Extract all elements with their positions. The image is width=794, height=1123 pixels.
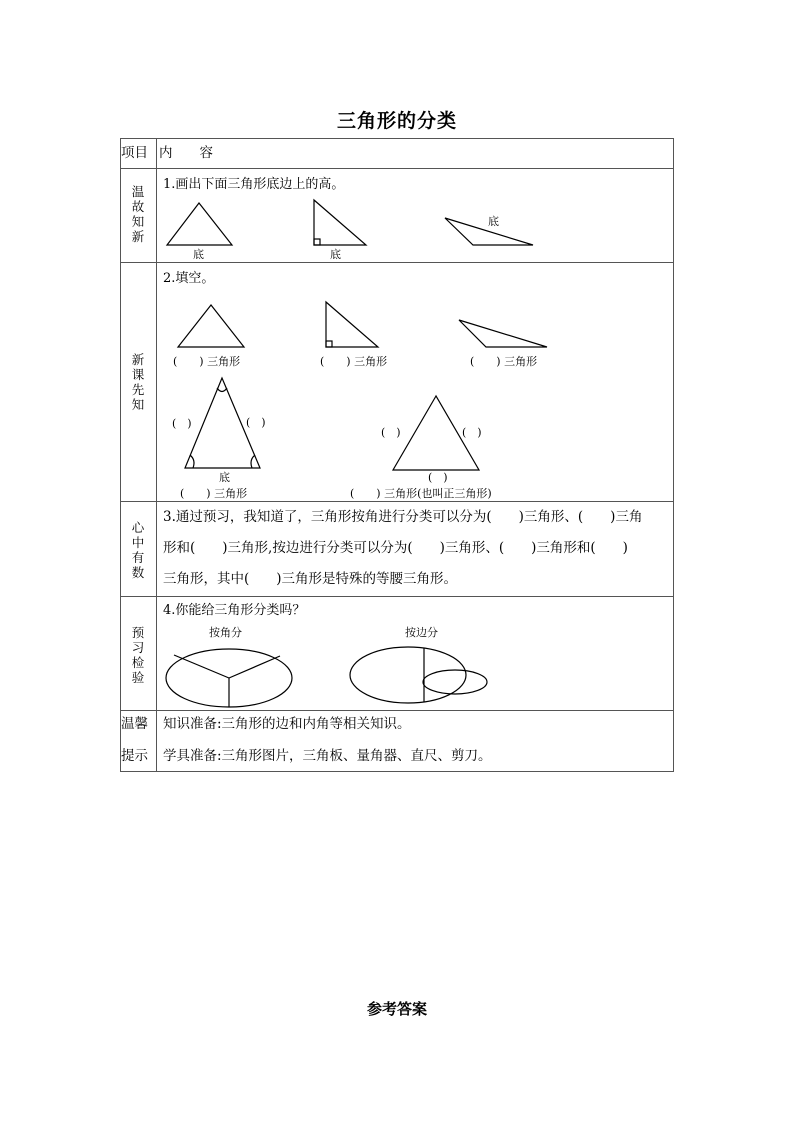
acute-triangle-1 [167, 203, 232, 245]
blank-triangle-caption: ( ) 三角形 [320, 355, 388, 368]
row-label-summary: 心 中 有 数 [131, 520, 145, 580]
question-1: 1.画出下面三角形底边上的高。 [163, 177, 345, 192]
right-triangle-2 [326, 302, 378, 347]
row-label-check: 预 习 检 验 [131, 625, 145, 685]
question-3-line-1: 3.通过预习，我知道了，三角形按角进行分类可以分为( )三角形、( )三角 [163, 509, 643, 525]
row-label-tips-2: 提示 [121, 748, 148, 764]
base-label: 底 [488, 215, 499, 228]
iso-side-blank: ( ) [246, 416, 266, 429]
tip-knowledge: 知识准备:三角形的边和内角等相关知识。 [163, 716, 411, 732]
tip-tools: 学具准备:三角形图片，三角板、量角器、直尺、剪刀。 [163, 748, 492, 764]
row-label-review: 温 故 知 新 [131, 184, 145, 244]
header-item: 项目 [121, 145, 148, 161]
eq-bottom-blank: ( ) [428, 471, 448, 484]
equilateral-caption: ( ) 三角形(也叫正三角形) [350, 487, 492, 500]
question-2: 2.填空。 [163, 271, 215, 286]
base-label: 底 [193, 248, 204, 261]
blank-triangle-caption: ( ) 三角形 [173, 355, 241, 368]
obtuse-triangle-2 [459, 320, 547, 347]
question-4: 4.你能给三角形分类吗？ [163, 603, 306, 618]
page-title: 三角形的分类 [336, 110, 457, 132]
right-triangle-1 [314, 200, 366, 245]
iso-base-label: 底 [219, 471, 230, 484]
side-classification-ellipse [350, 647, 466, 703]
eq-side-blank: ( ) [462, 426, 482, 439]
by-angle-label: 按角分 [209, 626, 242, 639]
eq-side-blank: ( ) [381, 426, 401, 439]
blank-triangle-caption: ( ) 三角形 [470, 355, 538, 368]
reference-answer-heading: 参考答案 [366, 1000, 427, 1018]
header-content: 内 容 [159, 145, 213, 161]
iso-side-blank: ( ) [172, 417, 192, 430]
base-label: 底 [330, 248, 341, 261]
acute-triangle-2 [178, 305, 244, 347]
question-3-line-3: 三角形，其中( )三角形是特殊的等腰三角形。 [163, 571, 458, 587]
by-side-label: 按边分 [405, 626, 438, 639]
row-label-tips-1: 温馨 [121, 716, 148, 732]
question-3-line-2: 形和( )三角形,按边进行分类可以分为( )三角形、( )三角形和( ) [163, 540, 628, 556]
isosceles-caption: ( ) 三角形 [180, 487, 248, 500]
row-label-preview: 新 课 先 知 [131, 352, 145, 412]
